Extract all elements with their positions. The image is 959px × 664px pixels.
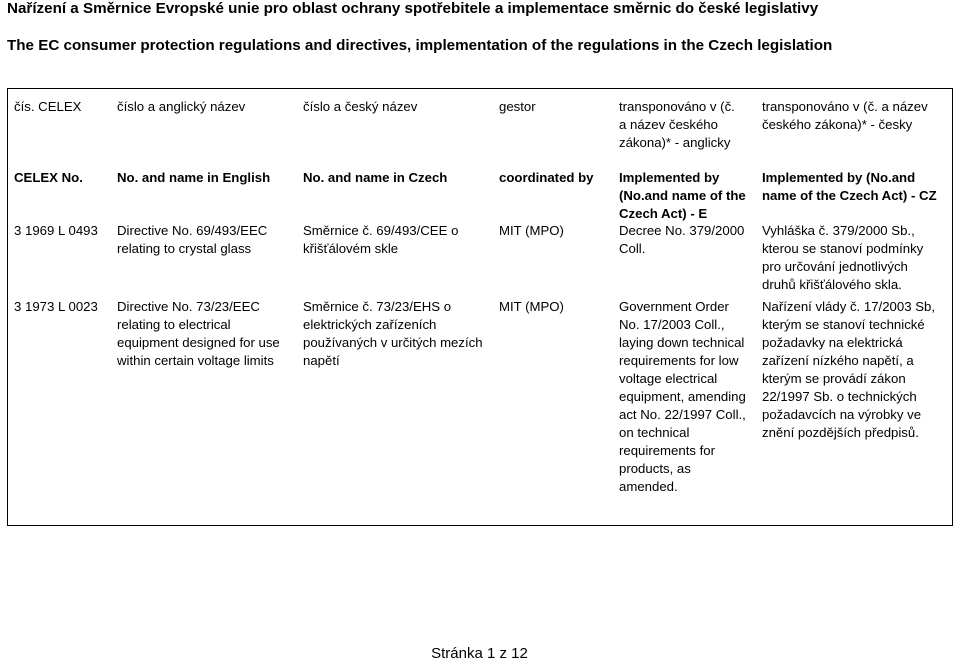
row1-gestor: MIT (MPO): [499, 223, 564, 238]
header-line: (No.and name of the: [619, 188, 746, 203]
cell-line: požadavcích na výrobky ve: [762, 407, 922, 422]
cell-line: kterou se stanoví podmínky: [762, 241, 924, 256]
header-en-english-name: No. and name in English: [117, 170, 271, 185]
cell-line: Directive No. 69/493/EEC: [117, 223, 268, 238]
cell-line: Směrnice č. 69/493/CEE o: [303, 223, 459, 238]
cell-line: equipment, amending: [619, 389, 746, 404]
header-cz-transposed-cz: [762, 98, 928, 134]
cell-line: 22/1997 Sb. o technických: [762, 389, 917, 404]
header-line: transponováno v (č.: [619, 99, 735, 114]
header-en-implemented-en: [619, 169, 746, 223]
cell-line: zařízení nízkého napětí, a: [762, 353, 914, 368]
header-line: Implemented by: [619, 170, 720, 185]
page-number: Stránka 1 z 12: [431, 645, 528, 662]
header-line: Czech Act) - E: [619, 206, 708, 221]
header-en-celex: CELEX No.: [14, 170, 83, 185]
cell-line: kterým se provádí zákon: [762, 371, 906, 386]
row2-implemented-en: [619, 298, 746, 496]
cell-line: requirements for low: [619, 353, 739, 368]
cell-line: Nařízení vlády č. 17/2003 Sb,: [762, 299, 936, 314]
header-line: zákona)* - anglicky: [619, 135, 731, 150]
cell-line: kterým se stanoví technické: [762, 317, 925, 332]
header-line: českého zákona)* - česky: [762, 117, 913, 132]
row2-gestor: MIT (MPO): [499, 299, 564, 314]
cell-line: relating to electrical: [117, 317, 231, 332]
header-cz-celex: čís. CELEX: [14, 99, 82, 114]
cell-line: Government Order: [619, 299, 729, 314]
cell-line: elektrických zařízeních: [303, 317, 437, 332]
header-line: transponováno v (č. a název: [762, 99, 928, 114]
header-en-coordinated: coordinated by: [499, 170, 594, 185]
cell-line: equipment designed for use: [117, 335, 280, 350]
header-cz-english-name: číslo a anglický název: [117, 99, 246, 114]
cell-line: voltage electrical: [619, 371, 718, 386]
cell-line: No. 17/2003 Coll.,: [619, 317, 725, 332]
cell-line: Směrnice č. 73/23/EHS o: [303, 299, 452, 314]
cell-line: požadavky na elektrická: [762, 335, 903, 350]
row1-implemented-en: [619, 222, 744, 258]
header-en-implemented-cz: [762, 169, 937, 205]
cell-line: znění pozdějších předpisů.: [762, 425, 919, 440]
cell-line: Directive No. 73/23/EEC: [117, 299, 260, 314]
cell-line: pro určování jednotlivých: [762, 259, 908, 274]
header-cz-transposed-en: [619, 98, 735, 152]
header-line: a název českého: [619, 117, 718, 132]
cell-line: laying down technical: [619, 335, 745, 350]
page-title-czech: Nařízení a Směrnice Evropské unie pro oblast ochrany spotřebitele a implementace směrnic do české legislativy: [7, 0, 819, 17]
page-title-english: The EC consumer protection regulations and directives, implementation of the regulations in the Czech legislation: [7, 37, 833, 54]
cell-line: Coll.: [619, 241, 646, 256]
header-cz-gestor: gestor: [499, 99, 536, 114]
row1-implemented-cz: [762, 222, 923, 294]
cell-line: act No. 22/1997 Coll.,: [619, 407, 746, 422]
cell-line: on technical: [619, 425, 690, 440]
cell-line: products, as: [619, 461, 691, 476]
cell-line: requirements for: [619, 443, 716, 458]
row2-czech: [303, 298, 483, 370]
row2-english: [117, 298, 280, 370]
row2-celex: 3 1973 L 0023: [14, 299, 98, 314]
header-line: name of the Czech Act) - CZ: [762, 188, 937, 203]
header-en-czech-name: No. and name in Czech: [303, 170, 448, 185]
header-line: Implemented by (No.and: [762, 170, 916, 185]
cell-line: within certain voltage limits: [117, 353, 274, 368]
cell-line: amended.: [619, 479, 678, 494]
row1-celex: 3 1969 L 0493: [14, 223, 98, 238]
cell-line: relating to crystal glass: [117, 241, 252, 256]
cell-line: druhů křišťálového skla.: [762, 277, 902, 292]
row1-czech: [303, 222, 458, 258]
cell-line: používaných v určitých mezích: [303, 335, 483, 350]
cell-line: Decree No. 379/2000: [619, 223, 745, 238]
header-cz-czech-name: číslo a český název: [303, 99, 418, 114]
cell-line: Vyhláška č. 379/2000 Sb.,: [762, 223, 915, 238]
row2-implemented-cz: [762, 298, 935, 442]
row1-english: [117, 222, 267, 258]
cell-line: napětí: [303, 353, 340, 368]
cell-line: křišťálovém skle: [303, 241, 399, 256]
